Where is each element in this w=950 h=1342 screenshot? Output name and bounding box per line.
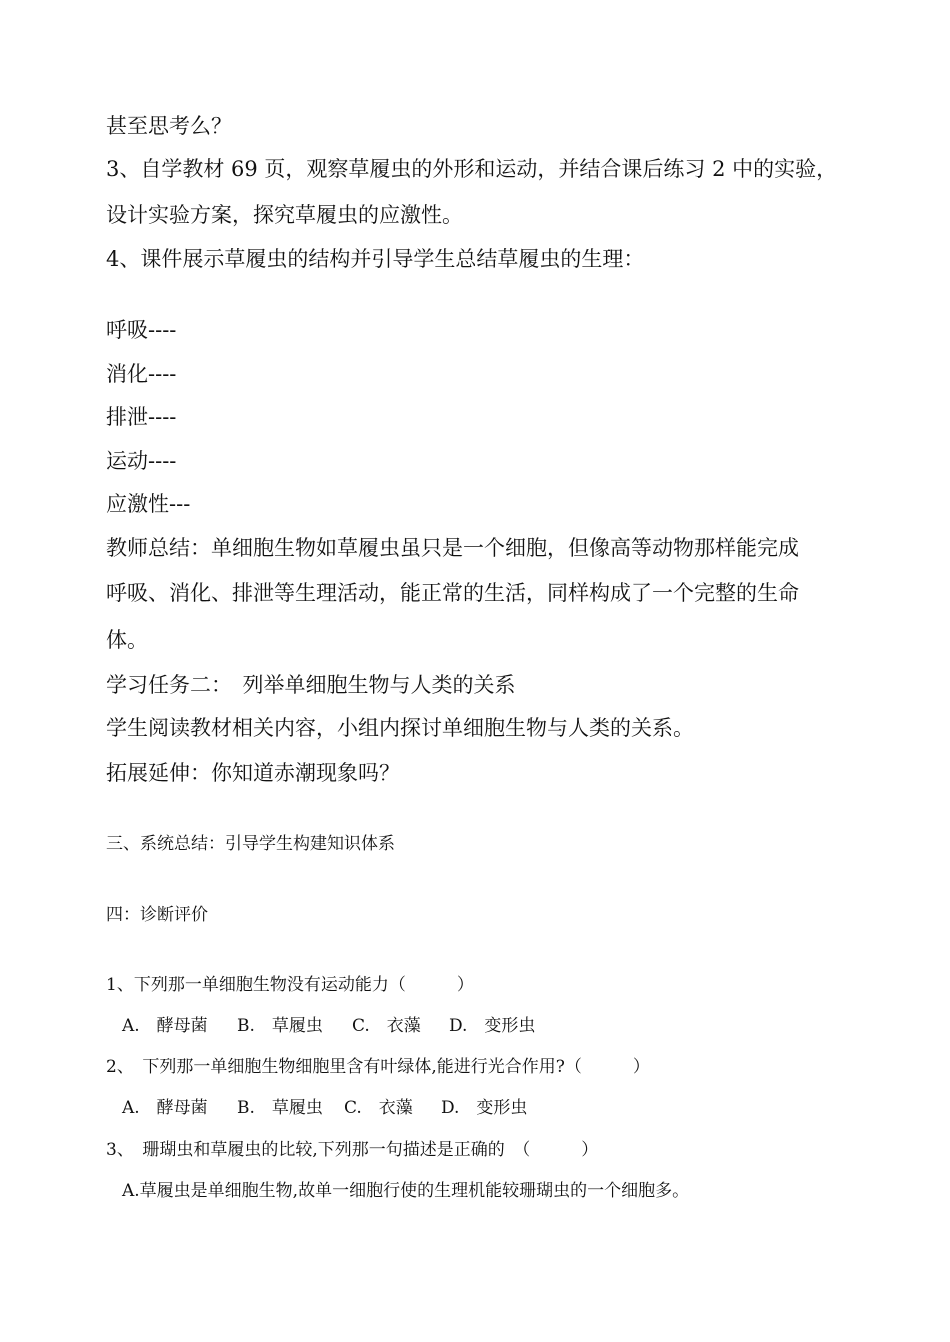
question2-option-d: D. 变形虫 [441,1098,528,1118]
intro-text-end: 甚至思考么？ [106,114,232,138]
physiology-excretion: 排泄---- [106,405,177,429]
question3-stem: 3、 珊瑚虫和草履虫的比较,下列那一句描述是正确的 （ ） [106,1140,599,1160]
question1-option-d: D. 变形虫 [449,1016,536,1036]
question1-options [122,1018,535,1035]
step4-text: 4、课件展示草履虫的结构并引导学生总结草履虫的生理： [106,247,645,271]
question2-stem: 2、 下列那一单细胞生物细胞里含有叶绿体,能进行光合作用?（ ） [106,1057,650,1077]
question1-option-c: C. 衣藻 [352,1016,421,1036]
section3-heading: 三、系统总结：引导学生构建知识体系 [106,834,395,854]
task2-title: 学习任务二： 列举单细胞生物与人类的关系 [106,673,516,697]
question2-option-a: A. 酵母菌 [122,1098,208,1118]
step3-line2: 设计实验方案，探究草履虫的应激性。 [106,203,463,227]
section4-heading: 四：诊断评价 [106,905,208,925]
question1-option-b: B. 草履虫 [237,1016,323,1036]
question2-option-c: C. 衣藻 [344,1098,413,1118]
step3-line1: 3、自学教材 69 页，观察草履虫的外形和运动，并结合课后练习 2 中的实验， [106,157,838,181]
teacher-summary-line1: 教师总结：单细胞生物如草履虫虽只是一个细胞，但像高等动物那样能完成 [106,536,799,560]
question2-options [122,1100,527,1117]
physiology-respiration: 呼吸---- [106,318,177,342]
question2-option-b: B. 草履虫 [237,1098,323,1118]
physiology-movement: 运动---- [106,449,177,473]
physiology-digestion: 消化---- [106,362,177,386]
question1-stem: 1、下列那一单细胞生物没有运动能力（ ） [106,975,474,995]
task2-extension: 拓展延伸：你知道赤潮现象吗？ [106,761,400,785]
task2-reading: 学生阅读教材相关内容，小组内探讨单细胞生物与人类的关系。 [106,716,694,740]
teacher-summary-line3: 体。 [106,628,148,652]
question3-option-a: A.草履虫是单细胞生物,故单一细胞行使的生理机能较珊瑚虫的一个细胞多。 [122,1181,690,1201]
question1-option-a: A. 酵母菌 [122,1016,208,1036]
physiology-stress-response: 应激性--- [106,492,191,516]
teacher-summary-line2: 呼吸、消化、排泄等生理活动，能正常的生活，同样构成了一个完整的生命 [106,581,799,605]
